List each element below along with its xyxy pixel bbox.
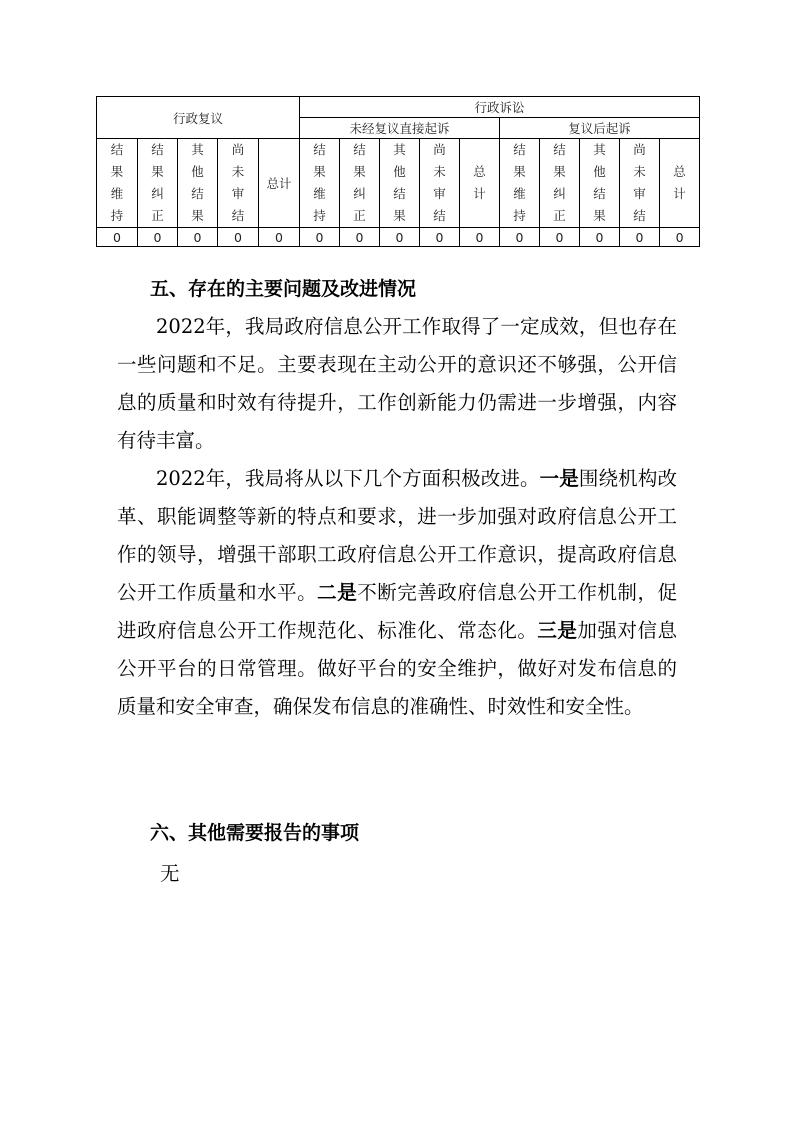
col-header-label: 总计 xyxy=(473,164,486,201)
col-header-review-maintain xyxy=(97,139,138,228)
col-header-label: 其他结果 xyxy=(191,142,204,223)
table-cell: 0 xyxy=(420,228,460,247)
col-header-label: 结果纠正 xyxy=(151,142,164,223)
col-header-label: 总计 xyxy=(673,164,686,201)
col-header-label: 尚未审结 xyxy=(231,142,245,223)
table-cell: 0 xyxy=(259,228,300,247)
col-header-after-other xyxy=(580,139,620,228)
table-cell: 0 xyxy=(138,228,178,247)
paragraph-text: 不断完善政府信息公开工作机制，促进政府信息公开工作规范化、标准化、常态化。 xyxy=(117,581,677,642)
col-header-label: 其他结果 xyxy=(593,142,606,223)
col-header-direct-pending xyxy=(420,139,460,228)
section-5-heading: 五、存在的主要问题及改进情况 xyxy=(150,278,417,300)
col-header-label: 结果维持 xyxy=(110,142,124,223)
col-header-review-total: 总计 xyxy=(259,139,300,228)
table-cell: 0 xyxy=(580,228,620,247)
col-header-label: 尚未审结 xyxy=(633,142,646,223)
col-header-label: 结果维持 xyxy=(313,142,326,223)
col-header-after-pending xyxy=(620,139,660,228)
emphasis-third: 三是 xyxy=(537,619,578,642)
col-header-direct-other xyxy=(380,139,420,228)
review-litigation-table xyxy=(96,96,700,247)
table-cell: 0 xyxy=(97,228,138,247)
table-cell: 0 xyxy=(460,228,500,247)
paragraph-text: 围绕机构改革、职能调整等新的特点和要求，进一步加强对政府信息公开工作的领导，增强干部职工政府信息公开工作意识，提高政府信息公开工作质量和水平。 xyxy=(117,467,677,604)
section-6-body: 无 xyxy=(160,862,180,885)
col-header-review-pending xyxy=(218,139,259,228)
section-6-heading: 六、其他需要报告的事项 xyxy=(150,822,360,844)
emphasis-second: 二是 xyxy=(317,581,358,604)
col-header-direct-maintain xyxy=(300,139,340,228)
table-cell: 0 xyxy=(620,228,660,247)
col-header-after-correct xyxy=(540,139,580,228)
col-header-review-correct xyxy=(138,139,178,228)
col-header-review-other xyxy=(178,139,218,228)
table-cell: 0 xyxy=(340,228,380,247)
table-cell: 0 xyxy=(660,228,700,247)
section-5-paragraph-2 xyxy=(117,460,677,726)
paragraph-text: 加强对信息公开平台的日常管理。做好平台的安全维护，做好对发布信息的质量和安全审查，确保发布信息的准确性、时效性和安全性。 xyxy=(117,619,677,718)
col-header-label: 结果纠正 xyxy=(353,142,366,223)
section-5-paragraph-1: 2022年，我局政府信息公开工作取得了一定成效，但也存在一些问题和不足。主要表现在主动公开的意识还不够强，公开信息的质量和时效有待提升，工作创新能力仍需进一步增强，内容有待丰富。 xyxy=(117,315,677,452)
col-header-after-maintain xyxy=(500,139,540,228)
col-header-label: 结果纠正 xyxy=(553,142,566,223)
table-cell: 0 xyxy=(500,228,540,247)
table-cell: 0 xyxy=(540,228,580,247)
header-admin-review: 行政复议 xyxy=(97,97,300,139)
col-header-after-total xyxy=(660,139,700,228)
table-cell: 0 xyxy=(218,228,259,247)
table-row xyxy=(97,228,700,247)
col-header-direct-correct xyxy=(340,139,380,228)
col-header-label: 尚未审结 xyxy=(433,142,446,223)
table-cell: 0 xyxy=(380,228,420,247)
col-header-label: 结果维持 xyxy=(513,142,526,223)
table-cell: 0 xyxy=(178,228,218,247)
emphasis-first: 一是 xyxy=(539,467,579,490)
paragraph-text: 2022年，我局将从以下几个方面积极改进。 xyxy=(156,467,540,490)
col-header-label: 其他结果 xyxy=(393,142,406,223)
col-header-direct-total xyxy=(460,139,500,228)
table-cell: 0 xyxy=(300,228,340,247)
header-admin-litigation: 行政诉讼 xyxy=(300,97,700,118)
header-direct-litigation: 未经复议直接起诉 xyxy=(300,118,500,139)
header-litigation-after-review: 复议后起诉 xyxy=(500,118,700,139)
